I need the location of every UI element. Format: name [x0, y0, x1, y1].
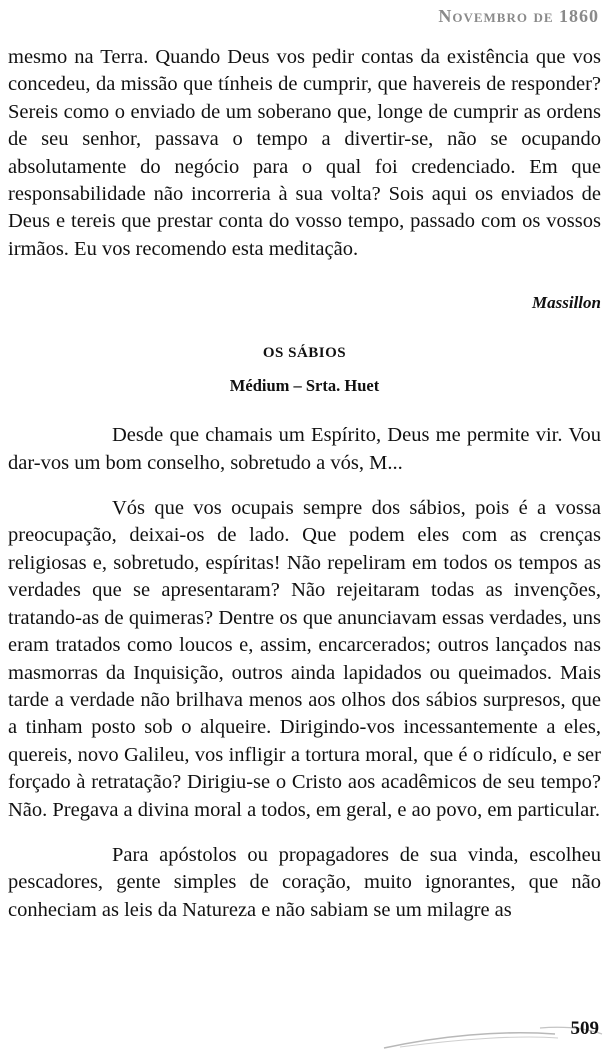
page-footer [380, 1014, 607, 1050]
paragraph-main: Vós que vos ocupais sempre dos sábios, pois é a vossa preocupação, deixai-os de lado. Que podem eles com as crenças religiosas e, sobretudo, espíritas! Não repeliram em todos os tempos as verdades que se apresentaram? Não rejeitaram todas as invenções, tratando-as de quimeras? Dentre os que anunciavam essas verdades, uns eram tratados como loucos e, assim, encarcerados; outros lançados nas masmorras da Inquisição, outros ainda lapidados ou queimados. Mais tarde a verdade não brilhava menos aos olhos dos sábios surpresos, que a tinham posto sob o alqueire. Dirigindo-vos incessantemente a eles, quereis, novo Galileu, vos infligir a tortura moral, que é o ridículo, e ser forçado à retratação? Dirigiu-se o Cristo aos acadêmicos de seu tempo? Não. Pregava a divina moral a todos, em geral, e ao povo, em particular. [8, 497, 601, 821]
page-number: 509 [570, 1018, 599, 1039]
page-content [8, 44, 601, 924]
paragraph-intro: Desde que chamais um Espírito, Deus me permite vir. Vou dar-vos um bom conselho, sobretudo a vós, M... [8, 424, 601, 474]
section-title: OS SÁBIOS [262, 345, 347, 362]
running-header: Novembro de 1860 [438, 6, 599, 26]
medium-attribution: Médium – Srta. Huet [229, 376, 380, 396]
paragraph-closing: Para apóstolos ou propagadores de sua vinda, escolheu pescadores, gente simples de coração, muito ignorantes, que não conheciam as leis da Natureza e não sabiam se um milagre as [8, 843, 601, 921]
signature: Massillon [532, 293, 601, 313]
paragraph-continuation: mesmo na Terra. Quando Deus vos pedir contas da existência que vos concedeu, da missão que tínheis de cumprir, que havereis de responder? Sereis como o enviado de um soberano que, longe de cumprir as ordens de seu senhor, passava o tempo a divertir-se, não se ocupando absolutamente do negócio para o qual foi credenciado. Em que responsabilidade não incorreria à sua volta? Sois aqui os enviados de Deus e tereis que prestar conta do vosso tempo, passado com os vossos irmãos. Eu vos recomendo esta meditação. [8, 46, 601, 260]
